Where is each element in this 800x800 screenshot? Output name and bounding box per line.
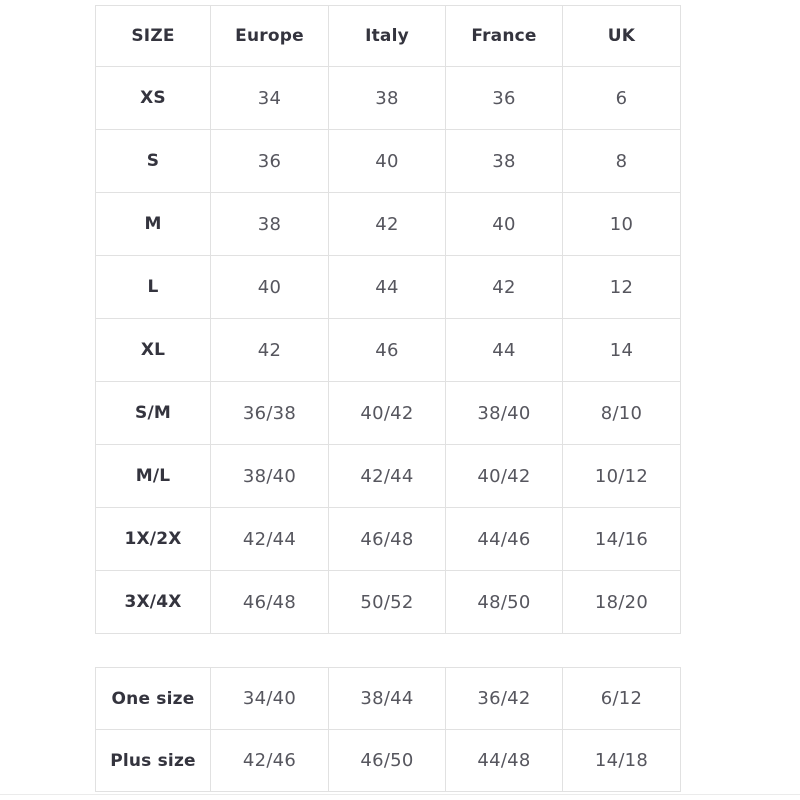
size-value-cell: 46/48 [211,571,329,634]
size-value-cell: 40 [211,256,329,319]
size-value-cell: 38 [211,193,329,256]
size-value-cell: 40/42 [329,382,446,445]
table-row [96,508,681,571]
size-value-cell: 38 [446,130,563,193]
special-size-table [95,667,681,792]
size-value-cell: 42/44 [329,445,446,508]
size-value-cell: 44/48 [446,730,563,792]
table-row [96,571,681,634]
table-row [96,319,681,382]
size-value-cell: 42/44 [211,508,329,571]
size-value-cell: 44/46 [446,508,563,571]
size-value-cell: 46/50 [329,730,446,792]
size-value-cell: 14/18 [563,730,681,792]
size-value-cell: 38 [329,67,446,130]
size-value-cell: 36 [446,67,563,130]
size-label-cell: 3X/4X [96,571,211,634]
table-header-row [96,6,681,67]
size-value-cell: 48/50 [446,571,563,634]
size-value-cell: 34/40 [211,668,329,730]
header-cell: SIZE [96,6,211,67]
size-label-cell: L [96,256,211,319]
size-value-cell: 38/40 [211,445,329,508]
size-value-cell: 40 [446,193,563,256]
size-value-cell: 36/42 [446,668,563,730]
header-cell: France [446,6,563,67]
size-label-cell: XL [96,319,211,382]
table-row [96,67,681,130]
size-value-cell: 12 [563,256,681,319]
size-label-cell: S [96,130,211,193]
size-value-cell: 42 [329,193,446,256]
size-value-cell: 10/12 [563,445,681,508]
table-row [96,130,681,193]
size-value-cell: 46/48 [329,508,446,571]
table-row [96,193,681,256]
size-value-cell: 36 [211,130,329,193]
size-value-cell: 42/46 [211,730,329,792]
size-value-cell: 6 [563,67,681,130]
size-value-cell: 14/16 [563,508,681,571]
special-size-table-body [96,668,681,792]
size-label-cell: Plus size [96,730,211,792]
header-cell: Italy [329,6,446,67]
size-value-cell: 50/52 [329,571,446,634]
size-value-cell: 8 [563,130,681,193]
size-value-cell: 44 [446,319,563,382]
size-label-cell: 1X/2X [96,508,211,571]
table-row [96,730,681,792]
size-table-header-row [96,6,681,67]
size-value-cell: 42 [446,256,563,319]
size-value-cell: 34 [211,67,329,130]
size-label-cell: M/L [96,445,211,508]
size-value-cell: 8/10 [563,382,681,445]
size-value-cell: 44 [329,256,446,319]
size-value-cell: 38/44 [329,668,446,730]
size-value-cell: 10 [563,193,681,256]
size-value-cell: 14 [563,319,681,382]
table-row [96,382,681,445]
size-value-cell: 38/40 [446,382,563,445]
table-row [96,445,681,508]
size-table-body [96,67,681,634]
size-value-cell: 18/20 [563,571,681,634]
size-value-cell: 36/38 [211,382,329,445]
size-label-cell: S/M [96,382,211,445]
header-cell: Europe [211,6,329,67]
size-label-cell: M [96,193,211,256]
size-label-cell: XS [96,67,211,130]
table-row [96,256,681,319]
size-value-cell: 40/42 [446,445,563,508]
size-label-cell: One size [96,668,211,730]
size-value-cell: 40 [329,130,446,193]
table-row [96,668,681,730]
size-conversion-table [95,5,681,634]
header-cell: UK [563,6,681,67]
page-bottom-divider [0,794,800,795]
size-value-cell: 6/12 [563,668,681,730]
size-value-cell: 46 [329,319,446,382]
size-value-cell: 42 [211,319,329,382]
